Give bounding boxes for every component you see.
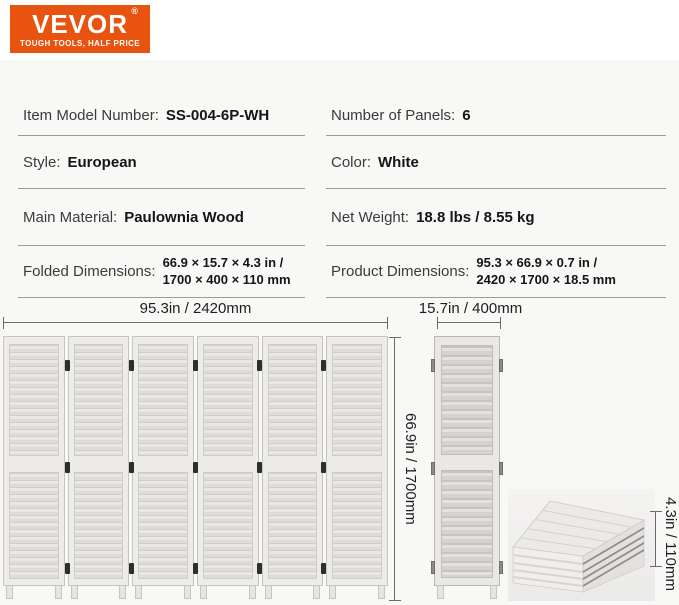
hinge-mark [193, 563, 198, 574]
hinge-nub [431, 359, 435, 372]
panel-foot [378, 585, 385, 599]
hinge-mark [257, 462, 262, 473]
hinge-nub [431, 462, 435, 475]
front-width-dimension-label: 95.3in / 2420mm [139, 300, 252, 317]
spec-value-line: 66.9 × 15.7 × 4.3 in / [162, 254, 284, 270]
brand-name-text: VEVOR [31, 8, 129, 39]
louver-section-bottom [203, 472, 253, 579]
side-width-dimension-line [437, 317, 501, 329]
panel-foot [265, 585, 272, 599]
middle-rail [332, 456, 382, 472]
side-width-dimension-label: 15.7in / 400mm [418, 300, 523, 317]
panel-foot [437, 585, 444, 599]
spec-label: Folded Dimensions: [23, 263, 156, 280]
louver-section-bottom [268, 472, 318, 579]
louver-section-bottom [441, 470, 493, 578]
folded-stack-illustration [500, 482, 660, 605]
spec-label: Net Weight: [331, 208, 410, 226]
spec-row-product-dimensions [326, 246, 666, 298]
spec-row-color [326, 136, 666, 189]
panel-foot [135, 585, 142, 599]
divider-panel-2 [68, 336, 130, 586]
hinge-mark [321, 563, 326, 574]
hinge-mark [321, 462, 326, 473]
divider-panel-3 [132, 336, 194, 586]
hinge-mark [129, 462, 134, 473]
panel-foot [71, 585, 78, 599]
panel-foot [184, 585, 191, 599]
louver-section-bottom [74, 472, 124, 579]
louver-section-bottom [138, 472, 188, 579]
hinge-mark [129, 563, 134, 574]
panel-foot [249, 585, 256, 599]
thickness-dimension-label: 4.3in / 110mm [662, 496, 679, 591]
louver-section-top [138, 344, 188, 456]
hinge-mark [65, 462, 70, 473]
spec-value-line: 1700 × 400 × 110 mm [162, 271, 291, 287]
hinge-mark [257, 360, 262, 371]
divider-panel-1 [3, 336, 65, 586]
panel-foot [329, 585, 336, 599]
divider-panel-5 [262, 336, 324, 586]
spec-value [163, 255, 291, 289]
middle-rail [74, 456, 124, 472]
registered-trademark-icon: ® [131, 5, 139, 16]
louver-section-top [332, 344, 382, 456]
spec-label: Main Material: [23, 208, 118, 226]
side-panel [434, 336, 500, 586]
hinge-mark [193, 462, 198, 473]
spec-value: SS-004-6P-WH [165, 106, 270, 124]
louver-section-top [9, 344, 59, 456]
hinge-mark [129, 360, 134, 371]
spec-label: Product Dimensions: [331, 263, 470, 280]
hinge-mark [321, 360, 326, 371]
hinge-mark [193, 360, 198, 371]
height-dimension-label: 66.9in / 1700mm [402, 413, 419, 525]
spec-value: European [67, 153, 137, 171]
front-view [3, 336, 388, 602]
spec-column-right [326, 95, 666, 298]
spec-value: 6 [462, 106, 471, 124]
brand-tagline: TOUGH TOOLS, HALF PRICE [19, 38, 141, 48]
hinge-nub [499, 462, 503, 475]
spec-row-weight [326, 189, 666, 246]
spec-row-style [18, 136, 305, 189]
panel-foot [6, 585, 13, 599]
spec-label: Color: [331, 153, 372, 171]
spec-label: Style: [23, 153, 61, 171]
middle-rail [203, 456, 253, 472]
hinge-nub [431, 561, 435, 574]
divider-panel-4 [197, 336, 259, 586]
brand-name [31, 5, 139, 39]
louver-section-top [203, 344, 253, 456]
middle-rail [138, 456, 188, 472]
louver-section-bottom [9, 472, 59, 579]
middle-rail [268, 456, 318, 472]
spec-column-left [18, 95, 305, 298]
panel-foot [119, 585, 126, 599]
vevor-logo [10, 5, 150, 53]
front-width-dimension-line [3, 317, 388, 329]
louver-section-top [268, 344, 318, 456]
hinge-mark [65, 360, 70, 371]
spec-row-panels [326, 95, 666, 136]
divider-panel-6 [326, 336, 388, 586]
louver-section-bottom [332, 472, 382, 579]
hinge-mark [257, 563, 262, 574]
spec-row-folded-dimensions [18, 246, 305, 298]
spec-row-model [18, 95, 305, 136]
height-dimension-line [389, 337, 401, 601]
hinge-nub [499, 359, 503, 372]
hinge-nub [499, 561, 503, 574]
panel-foot [490, 585, 497, 599]
spec-value [476, 255, 616, 289]
spec-label: Number of Panels: [331, 106, 456, 124]
spec-value: White [378, 153, 419, 171]
panel-foot [200, 585, 207, 599]
thickness-dimension-line [650, 511, 662, 567]
middle-rail [9, 456, 59, 472]
spec-value: 18.8 lbs / 8.55 kg [416, 208, 535, 226]
spec-row-material [18, 189, 305, 246]
panel-foot [313, 585, 320, 599]
louver-section-top [441, 345, 493, 455]
middle-rail [441, 455, 493, 470]
louver-section-top [74, 344, 124, 456]
hinge-mark [65, 563, 70, 574]
spec-label: Item Model Number: [23, 106, 159, 124]
spec-value-line: 95.3 × 66.9 × 0.7 in / [476, 254, 598, 270]
spec-value: Paulownia Wood [124, 208, 244, 226]
spec-value-line: 2420 × 1700 × 18.5 mm [476, 271, 616, 287]
panel-foot [55, 585, 62, 599]
